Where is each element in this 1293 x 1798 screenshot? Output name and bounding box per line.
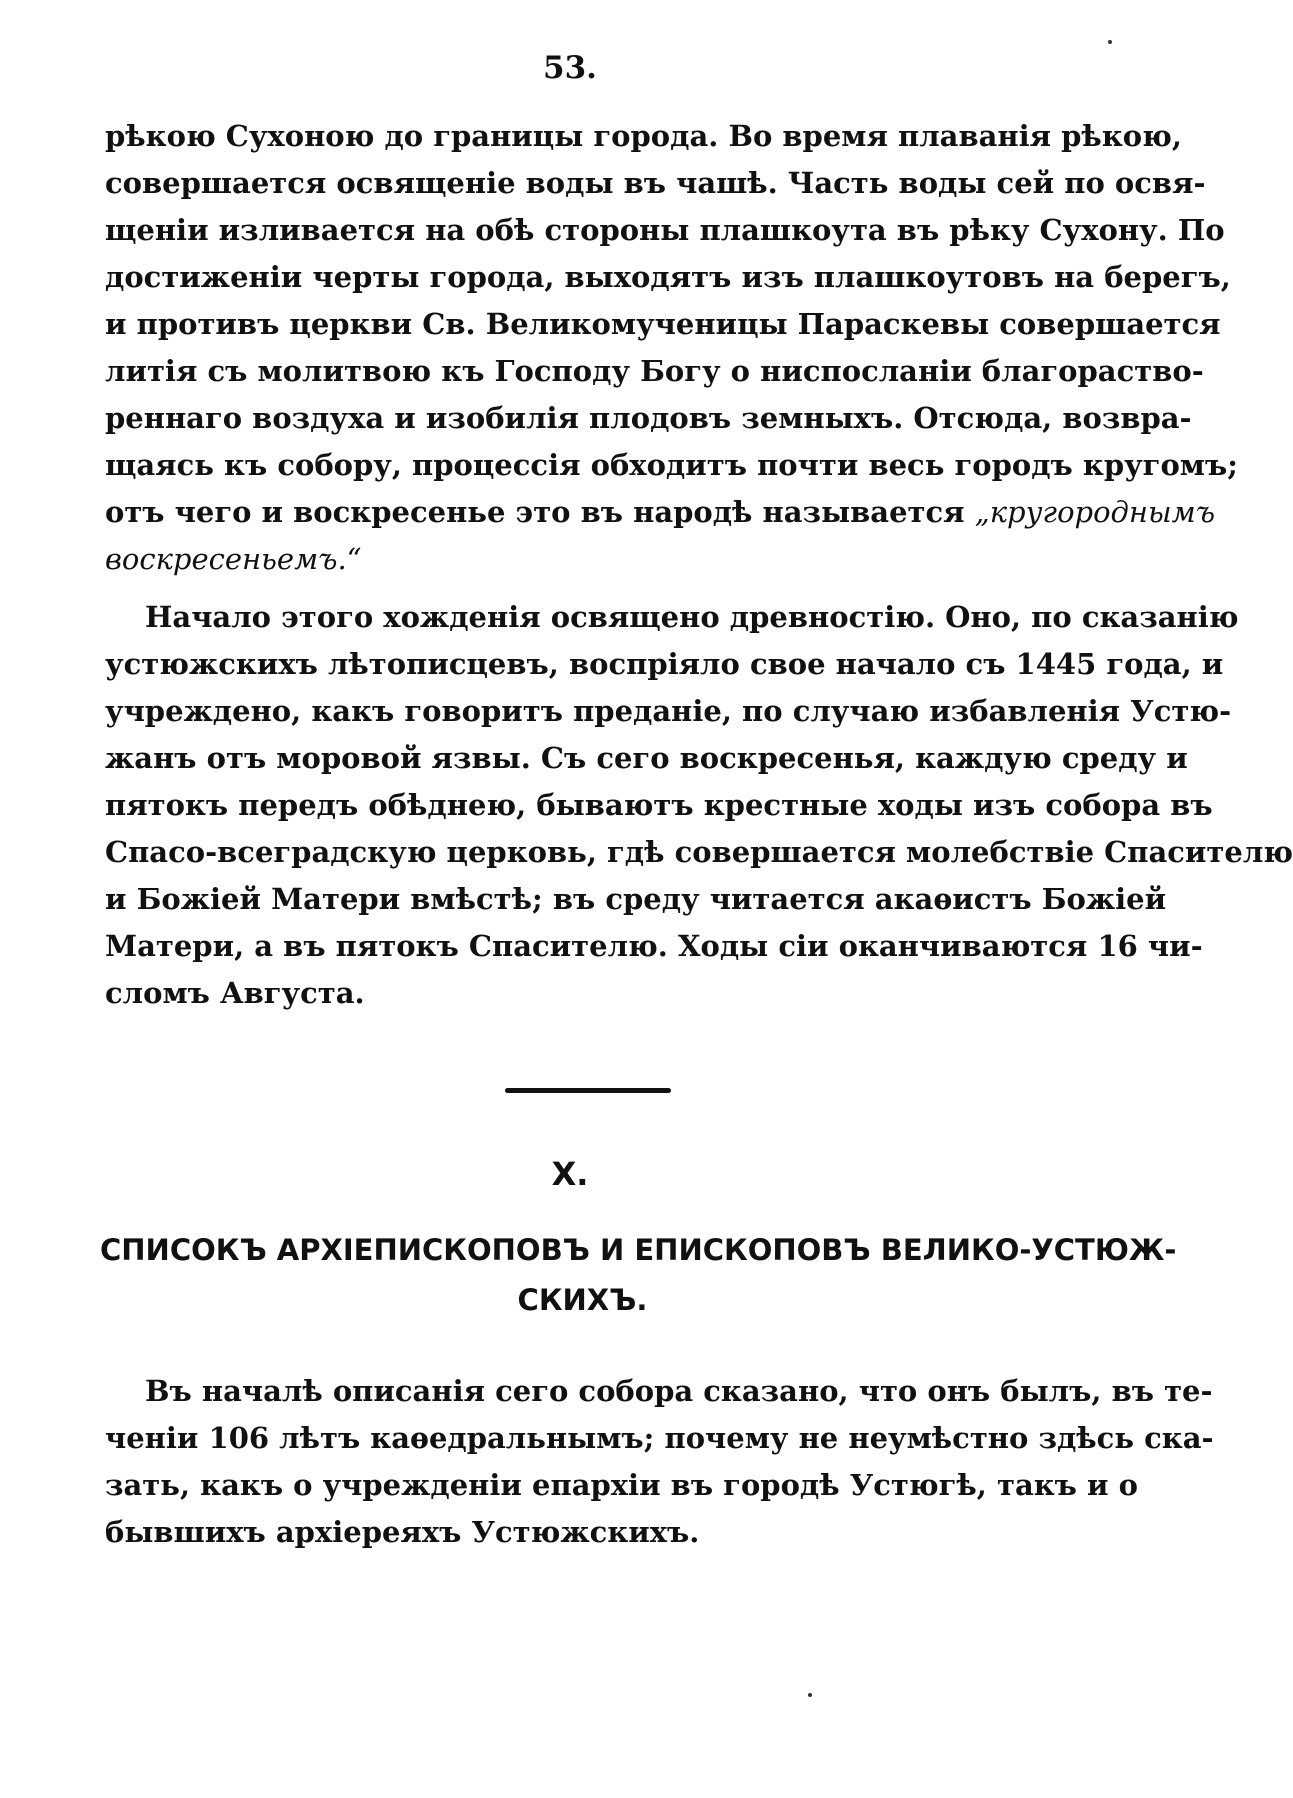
section-heading-line-1: СПИСОКЪ АРХІЕПИСКОПОВЪ И ЕПИСКОПОВЪ ВЕЛИКО-УСТЮЖ-: [100, 1233, 1177, 1267]
text-line: щаясь къ собору, процессія обходитъ почти весь городъ кругомъ;: [105, 448, 1238, 482]
section-number: X.: [551, 1155, 589, 1193]
section-heading-line-2: СКИХЪ.: [517, 1283, 648, 1317]
text-line: совершается освященіе воды въ чашѣ. Часть воды сей по освя-: [105, 166, 1206, 200]
text-line: Матери, а въ пятокъ Спасителю. Ходы сіи оканчиваются 16 чи-: [105, 929, 1203, 963]
text-line: Спасо-всеградскую церковь, гдѣ совершается молебствіе Спасителю: [105, 835, 1293, 869]
text-line: учреждено, какъ говоритъ преданіе, по случаю избавленія Устю-: [105, 694, 1232, 728]
text-line: щеніи изливается на обѣ стороны плашкоута въ рѣку Сухону. По: [105, 213, 1225, 247]
print-speck: [1108, 40, 1112, 44]
italic-quote: „кругороднымъ: [974, 495, 1216, 529]
text-line: Начало этого хожденія освящено древностію. Оно, по сказанію: [145, 600, 1239, 634]
text-line: рѣкою Сухоною до границы города. Во время плаванія рѣкою,: [105, 119, 1182, 153]
text-line: ченіи 106 лѣтъ каѳедральнымъ; почему не неумѣстно здѣсь ска-: [105, 1421, 1214, 1455]
text-line: реннаго воздуха и изобилія плодовъ земныхъ. Отсюда, возвра-: [105, 401, 1192, 435]
section-divider: [505, 1088, 671, 1093]
text-line: сломъ Августа.: [105, 976, 365, 1010]
text-line: литія съ молитвою къ Господу Богу о ниспосланіи благораство-: [105, 354, 1204, 388]
italic-quote-end: воскресеньемъ.“: [105, 542, 362, 576]
text-line: достиженіи черты города, выходятъ изъ плашкоутовъ на берегъ,: [105, 260, 1231, 294]
text-segment: отъ чего и воскресенье это въ народѣ называется: [105, 495, 965, 529]
text-line: [105, 494, 1216, 530]
text-line: Въ началѣ описанія сего собора сказано, что онъ былъ, въ те-: [145, 1374, 1213, 1408]
text-line: [105, 541, 1080, 577]
text-line: пятокъ передъ обѣднею, бываютъ крестные ходы изъ собора въ: [105, 788, 1213, 822]
text-line: и Божіей Матери вмѣстѣ; въ среду читается акаѳистъ Божіей: [105, 882, 1167, 916]
text-line: зать, какъ о учрежденіи епархіи въ городѣ Устюгѣ, такъ и о: [105, 1468, 1138, 1502]
print-speck: [808, 1693, 812, 1697]
text-line: устюжскихъ лѣтописцевъ, воспріяло свое начало съ 1445 года, и: [105, 647, 1224, 681]
text-line: и противъ церкви Св. Великомученицы Параскевы совершается: [105, 307, 1221, 341]
text-line: жанъ отъ моровой язвы. Съ сего воскресенья, каждую среду и: [105, 741, 1188, 775]
text-line: бывшихъ архіереяхъ Устюжскихъ.: [105, 1515, 700, 1549]
page-number: 53.: [543, 50, 597, 86]
